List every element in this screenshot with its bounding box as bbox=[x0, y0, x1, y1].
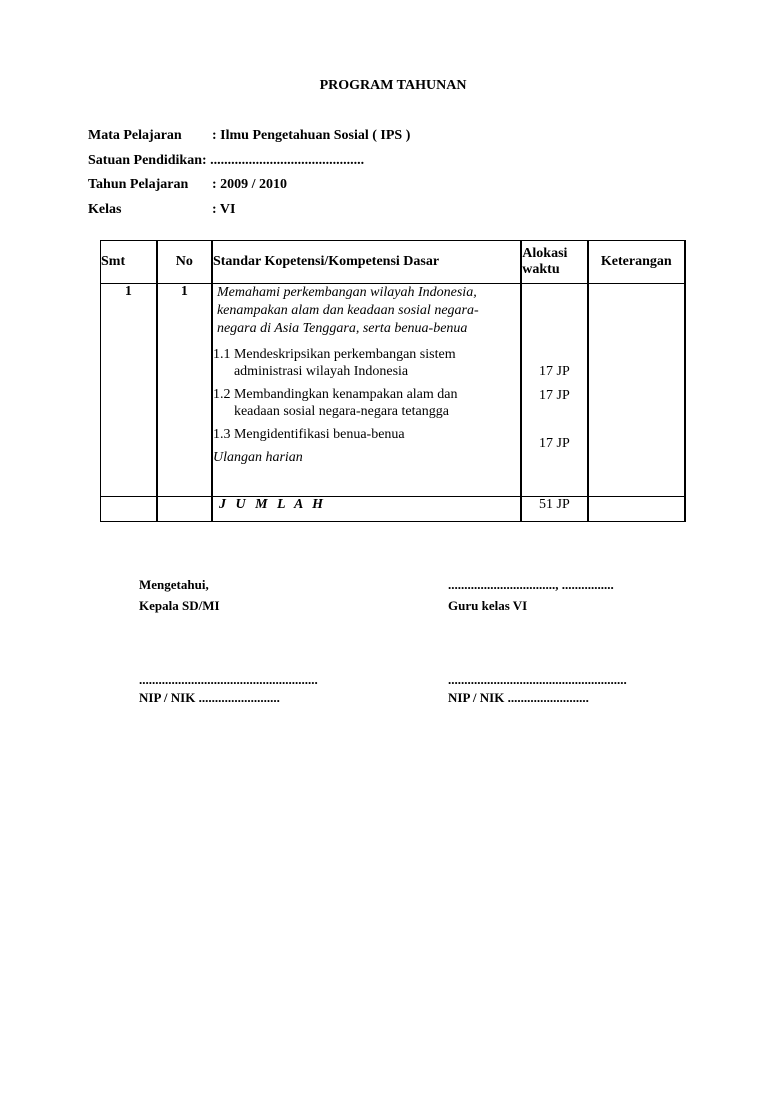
jumlah-value: 51 JP bbox=[521, 497, 587, 522]
header-alokasi-line2: waktu bbox=[522, 262, 560, 277]
kd-line: 1.3 Mengidentifikasi benua-benua bbox=[212, 427, 405, 442]
table-header-row bbox=[101, 241, 686, 284]
kompetensi-dasar-item bbox=[213, 346, 520, 380]
table-row bbox=[101, 284, 686, 497]
signature-right-name bbox=[448, 671, 627, 707]
meta-value: : 2009 / 2010 bbox=[212, 177, 288, 192]
signature-right-place-date: ................................., ................ bbox=[448, 577, 614, 592]
kompetensi-dasar-item bbox=[213, 386, 520, 420]
signature-right-dots: ....................................................... bbox=[448, 672, 627, 687]
cell-empty bbox=[588, 497, 685, 522]
meta-value: : Ilmu Pengetahuan Sosial ( IPS ) bbox=[212, 128, 411, 143]
signature-left-name bbox=[139, 671, 318, 707]
header-alokasi-waktu bbox=[521, 241, 587, 284]
signature-right-role: Guru kelas VI bbox=[448, 598, 528, 613]
meta-label: Mata Pelajaran bbox=[88, 128, 182, 143]
cell-empty bbox=[157, 497, 212, 522]
cell-no: 1 bbox=[157, 284, 212, 497]
kompetensi-dasar-item bbox=[213, 426, 520, 443]
header-keterangan: Keterangan bbox=[588, 241, 685, 284]
alokasi-value: 17 JP bbox=[539, 436, 570, 451]
header-alokasi-line1: Alokasi bbox=[522, 246, 568, 261]
cell-smt: 1 bbox=[101, 284, 157, 497]
ulangan-harian: Ulangan harian bbox=[212, 450, 303, 465]
kd-line: 1.1 Mendeskripsikan perkembangan sistem bbox=[212, 347, 456, 362]
header-no: No bbox=[157, 241, 212, 284]
signature-left-line1: Mengetahui, bbox=[139, 577, 209, 592]
meta-label: Satuan Pendidikan bbox=[88, 153, 202, 168]
meta-tahun-pelajaran bbox=[88, 177, 287, 193]
signature-left-dots: ....................................................... bbox=[139, 672, 318, 687]
signature-left-role: Kepala SD/MI bbox=[139, 598, 220, 613]
kd-line: keadaan sosial negara-negara tetangga bbox=[233, 404, 449, 419]
signature-left-nip: NIP / NIK ......................... bbox=[139, 690, 280, 705]
cell-standar-kompetensi bbox=[212, 284, 521, 497]
meta-satuan-pendidikan bbox=[88, 153, 364, 169]
signature-right-nip: NIP / NIK ......................... bbox=[448, 690, 589, 705]
sk-line: Memahami perkembangan wilayah Indonesia, bbox=[216, 285, 477, 300]
document-title: PROGRAM TAHUNAN bbox=[319, 78, 467, 93]
sk-line: kenampakan alam dan keadaan sosial negara- bbox=[216, 303, 479, 318]
meta-kelas bbox=[88, 202, 235, 218]
kd-line: 1.2 Membandingkan kenampakan alam dan bbox=[212, 387, 458, 402]
meta-mata-pelajaran bbox=[88, 128, 410, 144]
meta-label: Tahun Pelajaran bbox=[88, 177, 189, 192]
alokasi-value: 17 JP bbox=[539, 364, 570, 379]
header-smt: Smt bbox=[101, 241, 157, 284]
table-sum-row bbox=[101, 497, 686, 522]
standar-kompetensi-text bbox=[213, 284, 520, 338]
program-table bbox=[100, 240, 686, 522]
header-standar-kompetensi: Standar Kopetensi/Kompetensi Dasar bbox=[212, 241, 521, 284]
sk-line: negara di Asia Tenggara, serta benua-benua bbox=[216, 321, 468, 336]
kd-line: administrasi wilayah Indonesia bbox=[233, 364, 409, 379]
meta-value: : ............................................ bbox=[202, 153, 365, 168]
meta-value: : VI bbox=[212, 202, 236, 217]
signature-left bbox=[139, 576, 220, 615]
alokasi-value: 17 JP bbox=[539, 388, 570, 403]
cell-empty bbox=[101, 497, 157, 522]
cell-keterangan bbox=[588, 284, 685, 497]
signature-right bbox=[448, 576, 614, 615]
meta-label: Kelas bbox=[88, 202, 122, 217]
cell-alokasi-waktu bbox=[521, 284, 587, 497]
jumlah-label: J U M L A H bbox=[212, 497, 521, 522]
